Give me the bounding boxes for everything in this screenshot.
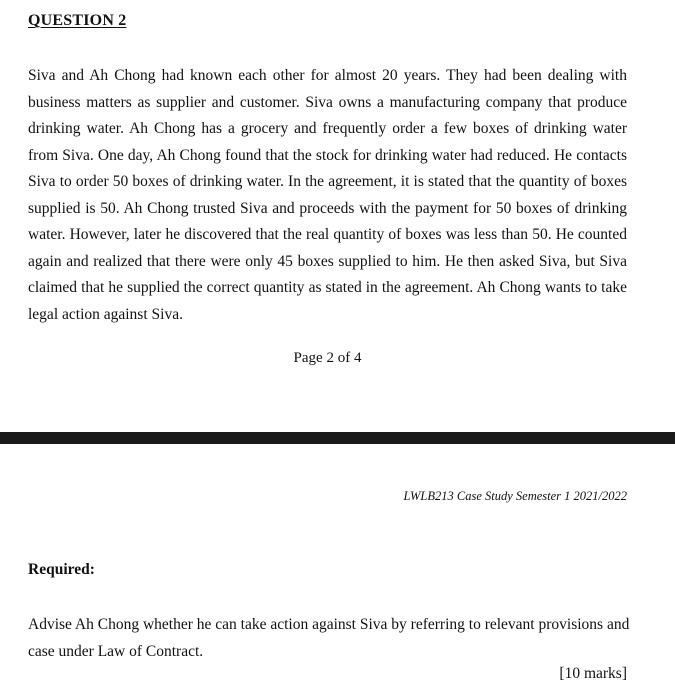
required-instruction: Advise Ah Chong whether he can take action against Siva by referring to relevant provisions and case under Law of Contract. bbox=[28, 616, 630, 660]
page-break-divider bbox=[0, 432, 675, 444]
marks-label: [10 marks] bbox=[559, 665, 627, 682]
running-header: LWLB213 Case Study Semester 1 2021/2022 bbox=[403, 489, 627, 503]
question-heading: QUESTION 2 bbox=[28, 12, 127, 29]
page-number: Page 2 of 4 bbox=[293, 350, 362, 366]
case-paragraph: Siva and Ah Chong had known each other for almost 20 years. They had been dealing with business matters as supplier and customer. Siva owns a manufacturing company that produce drinking water. Ah Chong has a grocery and frequently order a few boxes of drinking water from Siva. One day, Ah Chong found that the stock for drinking water had reduced. He contacts Siva to order 50 boxes of drinking water. In the agreement, it is stated that the quantity of boxes supplied is 50. Ah Chong trusted Siva and proceeds with the payment for 50 boxes of drinking water. However, later he discovered that the real quantity of boxes was less than 50. He counted again and realized that there were only 45 boxes supplied to him. He then asked Siva, but Siva claimed that he supplied the correct quantity as stated in the agreement. Ah Chong wants to take legal action against Siva. bbox=[28, 67, 627, 323]
required-label: Required: bbox=[28, 561, 95, 578]
